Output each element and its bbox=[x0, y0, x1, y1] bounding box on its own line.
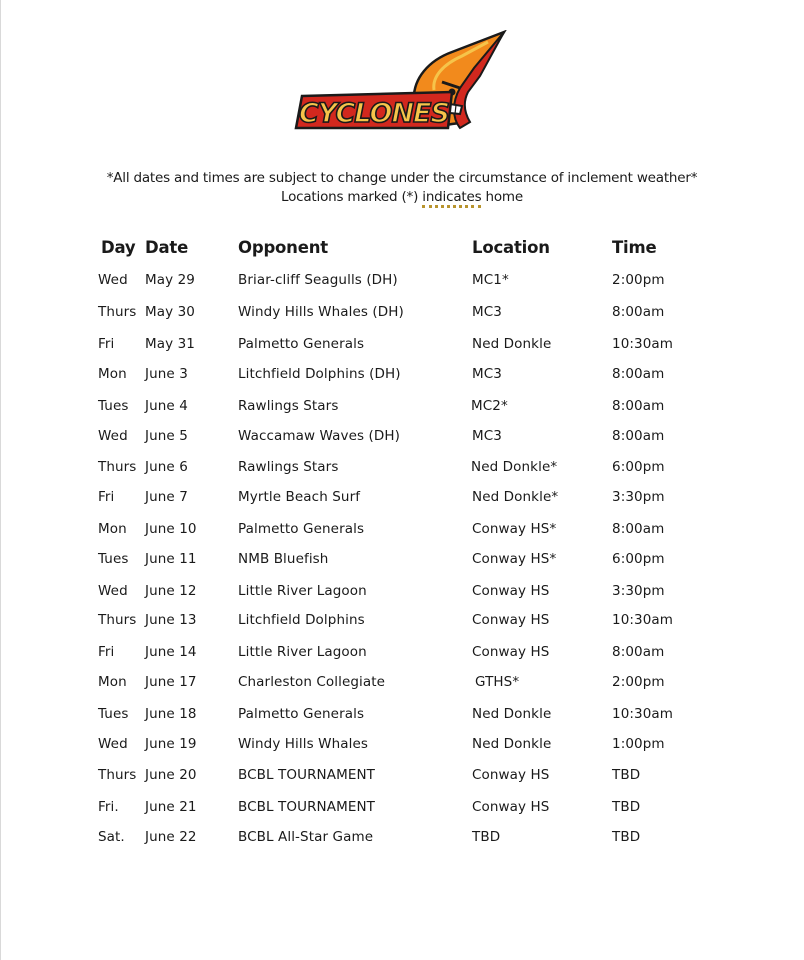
cell-date: June 6 bbox=[145, 459, 188, 475]
cell-opponent: Waccamaw Waves (DH) bbox=[238, 428, 400, 444]
cell-day: Mon bbox=[98, 521, 127, 537]
header-day: Day bbox=[101, 238, 136, 257]
cell-opponent: Palmetto Generals bbox=[238, 336, 365, 352]
header-opponent: Opponent bbox=[238, 238, 328, 257]
cell-day: Sat. bbox=[98, 829, 125, 845]
cell-day: Tues bbox=[98, 706, 129, 722]
cell-day: Tues bbox=[98, 551, 129, 567]
cell-date: June 22 bbox=[145, 829, 197, 845]
cell-location: MC1* bbox=[472, 272, 509, 288]
weather-notice: *All dates and times are subject to change under the circumstance of inclement weather* bbox=[106, 170, 698, 186]
home-legend bbox=[0, 189, 804, 205]
cell-day: Fri bbox=[98, 489, 115, 505]
cell-opponent: Charleston Collegiate bbox=[238, 674, 386, 690]
cell-date: June 5 bbox=[145, 428, 188, 444]
table-row bbox=[0, 612, 804, 632]
cell-time: 8:00am bbox=[612, 398, 665, 414]
cell-opponent: Little River Lagoon bbox=[238, 644, 367, 660]
table-row bbox=[0, 674, 804, 694]
table-header bbox=[0, 238, 804, 258]
header-time: Time bbox=[612, 238, 657, 257]
cell-time: 3:30pm bbox=[612, 583, 665, 599]
cyclones-wordmark bbox=[296, 92, 452, 129]
cell-time: 8:00am bbox=[612, 366, 665, 382]
cell-location: Conway HS* bbox=[472, 521, 557, 537]
home-legend-suffix: home bbox=[481, 189, 523, 205]
cell-time: TBD bbox=[612, 767, 641, 783]
table-row bbox=[0, 459, 804, 479]
cell-day: Fri bbox=[98, 336, 115, 352]
cell-time: TBD bbox=[612, 829, 641, 845]
cell-location: MC2* bbox=[471, 398, 508, 414]
cell-opponent: BCBL All-Star Game bbox=[238, 829, 374, 845]
cell-location: Ned Donkle* bbox=[472, 489, 559, 505]
cell-opponent: Litchfield Dolphins bbox=[238, 612, 365, 628]
cell-day: Thurs bbox=[98, 459, 137, 475]
cell-date: June 20 bbox=[145, 767, 197, 783]
cell-location: TBD bbox=[472, 829, 501, 845]
table-row bbox=[0, 521, 804, 541]
cell-location: Conway HS bbox=[472, 644, 550, 660]
table-row bbox=[0, 644, 804, 664]
table-row bbox=[0, 366, 804, 386]
cell-opponent: Rawlings Stars bbox=[238, 459, 339, 475]
cell-opponent: BCBL TOURNAMENT bbox=[238, 799, 376, 815]
cell-time: 8:00am bbox=[612, 304, 665, 320]
cell-day: Wed bbox=[98, 428, 128, 444]
cell-opponent: Little River Lagoon bbox=[238, 583, 367, 599]
cell-location: Ned Donkle bbox=[472, 736, 552, 752]
cell-location: GTHS* bbox=[475, 674, 520, 690]
cell-opponent: Windy Hills Whales bbox=[238, 736, 369, 752]
cell-time: 1:00pm bbox=[612, 736, 665, 752]
cell-day: Mon bbox=[98, 366, 127, 382]
table-row bbox=[0, 799, 804, 819]
cell-date: June 19 bbox=[145, 736, 197, 752]
cell-day: Fri. bbox=[98, 799, 119, 815]
cell-location: MC3 bbox=[472, 304, 502, 320]
cell-day: Wed bbox=[98, 272, 128, 288]
cell-location: Ned Donkle bbox=[472, 336, 552, 352]
cell-time: TBD bbox=[612, 799, 641, 815]
cell-date: June 11 bbox=[145, 551, 197, 567]
cell-opponent: Palmetto Generals bbox=[238, 706, 365, 722]
cell-day: Mon bbox=[98, 674, 127, 690]
cell-location: MC3 bbox=[472, 366, 502, 382]
cell-day: Fri bbox=[98, 644, 115, 660]
cell-day: Thurs bbox=[98, 612, 137, 628]
cell-time: 3:30pm bbox=[612, 489, 665, 505]
table-row bbox=[0, 736, 804, 756]
cell-time: 10:30am bbox=[612, 706, 674, 722]
table-row bbox=[0, 551, 804, 571]
cell-opponent: Briar-cliff Seagulls (DH) bbox=[238, 272, 398, 288]
cell-time: 2:00pm bbox=[612, 674, 665, 690]
cell-time: 10:30am bbox=[612, 612, 674, 628]
cell-opponent: BCBL TOURNAMENT bbox=[238, 767, 376, 783]
cell-time: 6:00pm bbox=[612, 551, 665, 567]
cell-time: 8:00am bbox=[612, 521, 665, 537]
cell-time: 8:00am bbox=[612, 428, 665, 444]
cyclones-logo bbox=[292, 30, 512, 132]
cell-location: Conway HS bbox=[472, 799, 550, 815]
table-row bbox=[0, 304, 804, 324]
cell-opponent: Windy Hills Whales (DH) bbox=[238, 304, 404, 320]
table-row bbox=[0, 829, 804, 849]
cell-location: MC3 bbox=[472, 428, 502, 444]
home-legend-marked-word: indicates bbox=[422, 189, 481, 208]
header-location: Location bbox=[472, 238, 550, 257]
table-row bbox=[0, 767, 804, 787]
cell-day: Thurs bbox=[98, 767, 137, 783]
cell-date: June 17 bbox=[145, 674, 197, 690]
cell-day: Tues bbox=[98, 398, 129, 414]
cell-day: Thurs bbox=[98, 304, 137, 320]
cell-opponent: Litchfield Dolphins (DH) bbox=[238, 366, 401, 382]
cell-location: Conway HS bbox=[472, 767, 550, 783]
cell-time: 2:00pm bbox=[612, 272, 665, 288]
cell-opponent: NMB Bluefish bbox=[238, 551, 329, 567]
cell-date: May 30 bbox=[145, 304, 195, 320]
cell-date: May 29 bbox=[145, 272, 195, 288]
header-date: Date bbox=[145, 238, 189, 257]
cell-date: May 31 bbox=[145, 336, 195, 352]
cell-date: June 18 bbox=[145, 706, 197, 722]
table-row bbox=[0, 272, 804, 292]
cell-time: 6:00pm bbox=[612, 459, 665, 475]
cell-location: Conway HS* bbox=[472, 551, 557, 567]
table-row bbox=[0, 428, 804, 448]
table-row bbox=[0, 583, 804, 603]
cell-date: June 4 bbox=[145, 398, 188, 414]
cell-day: Wed bbox=[98, 736, 128, 752]
table-row bbox=[0, 706, 804, 726]
cell-time: 10:30am bbox=[612, 336, 674, 352]
cell-location: Ned Donkle bbox=[472, 706, 552, 722]
home-legend-prefix: Locations marked (*) bbox=[280, 189, 423, 205]
table-row bbox=[0, 398, 804, 418]
cell-opponent: Palmetto Generals bbox=[238, 521, 365, 537]
cell-day: Wed bbox=[98, 583, 128, 599]
cell-date: June 12 bbox=[145, 583, 197, 599]
cell-date: June 21 bbox=[145, 799, 197, 815]
cell-opponent: Rawlings Stars bbox=[238, 398, 339, 414]
cell-date: June 10 bbox=[145, 521, 197, 537]
cell-location: Ned Donkle* bbox=[471, 459, 558, 475]
cell-date: June 3 bbox=[145, 366, 188, 382]
table-row bbox=[0, 489, 804, 509]
svg-text:CYCLONES: CYCLONES bbox=[299, 98, 449, 129]
cell-date: June 7 bbox=[145, 489, 188, 505]
cell-location: Conway HS bbox=[472, 583, 550, 599]
cell-location: Conway HS bbox=[472, 612, 550, 628]
cell-time: 8:00am bbox=[612, 644, 665, 660]
table-row bbox=[0, 336, 804, 356]
cell-date: June 14 bbox=[145, 644, 197, 660]
cell-opponent: Myrtle Beach Surf bbox=[238, 489, 361, 505]
cell-date: June 13 bbox=[145, 612, 197, 628]
